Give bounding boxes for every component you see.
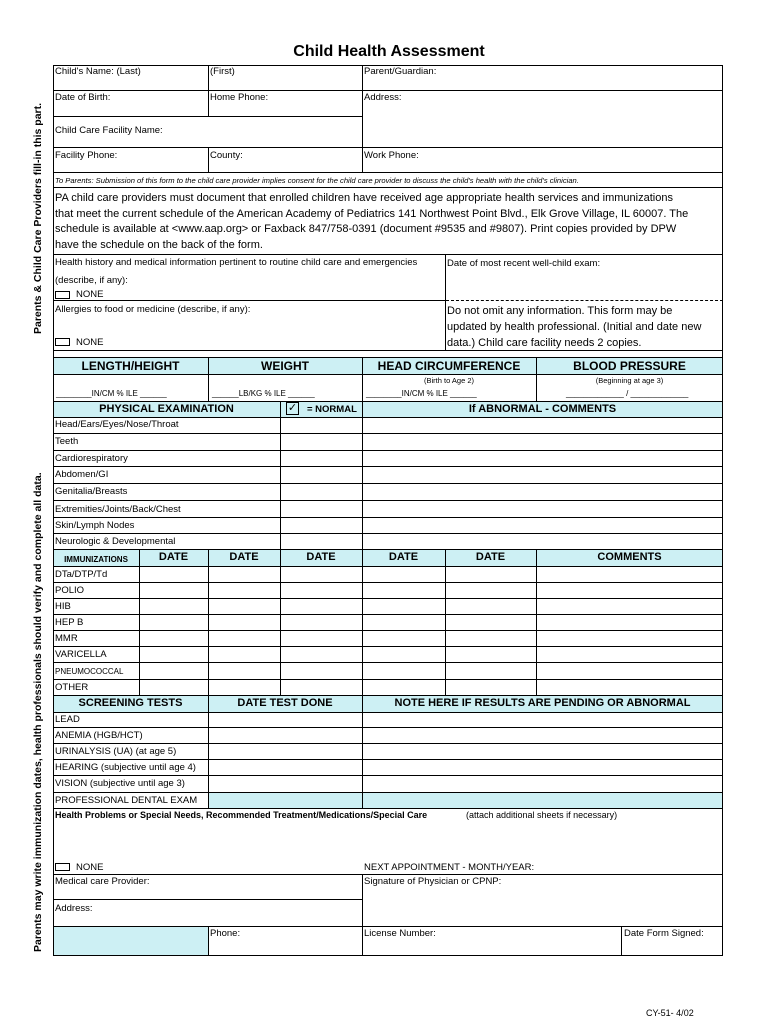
parent-guardian-field[interactable]: Parent/Guardian: [364,66,437,77]
date-col-1-header: DATE [158,551,189,563]
bp-value-field[interactable]: _____________ / _____________ [566,389,689,398]
date-col-4-header: DATE [388,551,419,563]
info-line-1: PA child care providers must document that enrolled children have received age appropriate health services and immunizations [55,192,673,204]
normal-label: = NORMAL [307,404,357,415]
provider-address-field[interactable]: Address: [55,903,93,914]
physician-signature-field[interactable]: Signature of Physician or CPNP: [364,876,502,887]
date-signed-field[interactable]: Date Form Signed: [624,928,704,939]
exam-item: Genitalia/Breasts [55,486,128,497]
exam-item: Abdomen/GI [55,469,109,480]
childs-name-first-field[interactable]: (First) [210,66,235,77]
do-not-omit-line-1: Do not omit any information. This form may be [447,305,673,317]
allergies-none-label: NONE [76,337,104,348]
work-phone-field[interactable]: Work Phone: [364,150,419,161]
allergies-field[interactable]: Allergies to food or medicine (describe, if any): [55,304,251,315]
facility-phone-field[interactable]: Facility Phone: [55,150,118,161]
side-note-bottom: Parents may write immunization dates, health professionals should verify and complete all data. [32,472,44,952]
form-number: CY-51- 4/02 [646,1008,694,1018]
immunization-item: HIB [55,601,71,612]
attach-sheets-note: (attach additional sheets if necessary) [466,810,618,820]
immunization-item: OTHER [55,682,89,693]
medical-provider-field[interactable]: Medical care Provider: [55,876,150,887]
well-child-exam-field[interactable]: Date of most recent well-child exam: [447,258,601,269]
license-number-field[interactable]: License Number: [364,928,436,939]
exam-item: Skin/Lymph Nodes [55,520,135,531]
page-title: Child Health Assessment [293,43,485,60]
childs-name-last-field[interactable]: Child's Name: (Last) [55,66,141,77]
home-phone-field[interactable]: Home Phone: [210,92,269,103]
date-of-birth-field[interactable]: Date of Birth: [55,92,111,103]
screening-item: VISION (subjective until age 3) [55,778,185,789]
county-field[interactable]: County: [210,150,243,161]
immunization-item: DTa/DTP/Td [55,569,108,580]
screening-tests-header: SCREENING TESTS [78,697,183,709]
date-col-2-header: DATE [229,551,259,563]
abnormal-comments-header: If ABNORMAL - COMMENTS [468,403,617,415]
exam-item: Cardiorespiratory [55,453,128,464]
consent-note: To Parents: Submission of this form to the child care provider implies consent for the child care provider to discuss the child's health with the child's clinician. [55,176,579,185]
immunization-item: HEP B [55,617,84,628]
immunization-item: POLIO [55,585,85,596]
side-note-top: Parents & Child Care Providers fill-in this part. [32,102,44,334]
exam-item: Neurologic & Developmental [55,536,176,547]
immunization-item: MMR [55,633,78,644]
immunization-item: PNEUMOCOCCAL [55,667,124,676]
blood-pressure-header: BLOOD PRESSURE [573,359,686,373]
exam-item: Teeth [55,436,79,447]
head-age-note: (Birth to Age 2) [423,376,475,385]
history-none-checkbox[interactable] [55,291,70,299]
screening-item: LEAD [55,714,80,725]
dashed-divider [446,300,723,301]
normal-check-icon: ✓ [287,402,298,414]
address-field[interactable]: Address: [364,92,402,103]
date-col-5-header: DATE [475,551,506,563]
physical-exam-header: PHYSICAL EXAMINATION [99,403,234,415]
immunizations-header: IMMUNIZATIONS [64,555,128,564]
health-history-label-2[interactable]: (describe, if any): [55,275,128,286]
date-test-done-header: DATE TEST DONE [237,697,333,709]
length-height-header: LENGTH/HEIGHT [81,359,180,373]
weight-value-field[interactable]: ______LB/KG % ILE ______ [212,389,315,398]
screening-item: ANEMIA (HGB/HCT) [55,730,143,741]
screening-item: HEARING (subjective until age 4) [55,762,196,773]
exam-item: Head/Ears/Eyes/Nose/Throat [55,419,179,430]
comments-header: COMMENTS [597,551,662,563]
date-col-3-header: DATE [306,551,336,563]
screening-item: URINALYSIS (UA) (at age 5) [55,746,177,757]
dental-row-fill [208,792,723,809]
problems-none-label: NONE [76,862,104,873]
next-appointment-field[interactable]: NEXT APPOINTMENT - MONTH/YEAR: [364,862,535,873]
bp-age-note: (Beginning at age 3) [595,376,664,385]
results-note-header: NOTE HERE IF RESULTS ARE PENDING OR ABNORMAL [394,697,691,709]
allergies-none-checkbox[interactable] [55,338,70,346]
head-value-field[interactable]: ________IN/CM % ILE ______ [366,389,477,398]
phone-row-fill [53,926,208,956]
do-not-omit-line-3: data.) Child care facility needs 2 copies. [447,337,642,349]
history-none-label: NONE [76,289,104,300]
health-problems-label[interactable]: Health Problems or Special Needs, Recommended Treatment/Medications/Special Care [55,810,428,820]
exam-item: Extremities/Joints/Back/Chest [55,504,181,515]
provider-phone-field[interactable]: Phone: [210,928,241,939]
info-line-2: that meet the current schedule of the American Academy of Pediatrics 141 Northwest Point Blvd., Elk Grove Village, IL 60007. The [55,208,689,220]
length-value-field[interactable]: ________IN/CM % ILE ______ [56,389,167,398]
problems-none-checkbox[interactable] [55,863,70,871]
head-circumference-header: HEAD CIRCUMFERENCE [377,359,521,373]
facility-name-field[interactable]: Child Care Facility Name: [55,125,163,136]
immunization-item: VARICELLA [55,649,107,660]
info-line-3: schedule is available at <www.aap.org> or Faxback 847/758-0391 (document #9535 and #9807). Print copies provided by DPW [55,223,677,235]
screening-item: PROFESSIONAL DENTAL EXAM [55,795,198,806]
info-line-4: have the schedule on the back of the form. [55,239,263,251]
weight-header: WEIGHT [261,359,309,373]
health-history-label: Health history and medical information pertinent to routine child care and emergencies [55,257,418,268]
do-not-omit-line-2: updated by health professional. (Initial and date new [447,321,702,333]
